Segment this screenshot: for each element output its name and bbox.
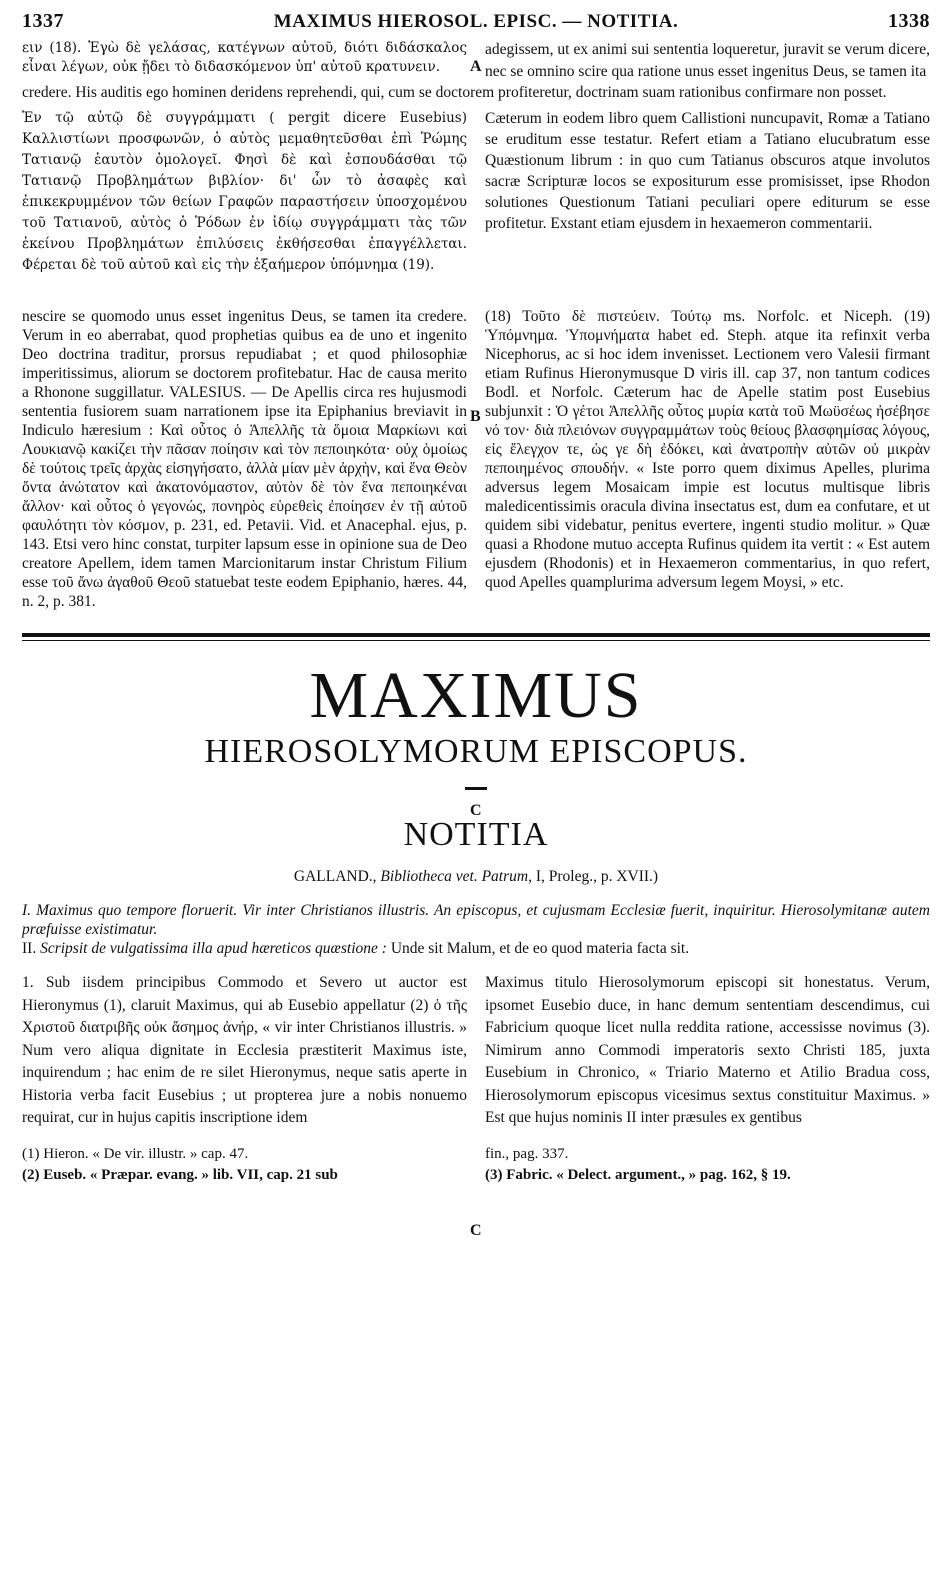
margin-marker-c-2: C — [470, 1222, 482, 1239]
notes-left: nescire se quomodo unus esset ingenitus Deus, se tamen ita credere. Verum in eo aberrabat, quod prophetias quibus ea de uno et ingenito Deo doctrina traditur, prorsus repudiabat ; et quod philosophiæ imperitissimus, aliorum se doctorem profitebatur. Hac de causa merito a Rhonone suggillatur. VALESIUS. — De Apellis circa res hujusmodi sententia fusiorem suam narrationem ipse ita Epiphanius breviavit in Indiculo hæresium : Καὶ οὗτος ὁ Ἀπελλῆς τὰ ὅμοια Μαρκίωνι καὶ Λουκιανῷ κακίζει τὴν πᾶσαν ποίησιν καὶ τὸν πεποιηκότα· οὐχ ὁμοίως δὲ τούτοις τρεῖς ἀρχὰς εἰσηγήσατο, ἀλλὰ μίαν μὲν ἀρχὴν, καὶ ἕνα Θεὸν ὄντα ἀνώτατον καὶ ἀκατονόμαστον, αὐτὸν δὲ τὸν ἕνα πεποιηκέναι ἄλλον· καὶ οὗτος ὁ γεγονώς, πονηρὸς εὑρεθεὶς ἐποίησεν ἐν τῇ αὐτοῦ φαυλότητι τὸν κόσμον, p. 231, ed. Petavii. Vid. et Anacephal. ejus, p. 143. Etsi vero hinc constat, turpiter lapsum esse in opinione sua de Deo creatore Apellem, idem tamen Marcionitarum instar Christum Filium esse τοῦ ἄνω ἀγαθοῦ Θεοῦ statuebat teste eodem Epiphanio, hæres. 44, n. 2, p. 381. — [22, 308, 467, 610]
footnote-2-continued: fin., pag. 337. — [485, 1145, 569, 1162]
source-work: Bibliotheca vet. Patrum, — [380, 867, 532, 885]
section-rule-thick — [22, 633, 930, 637]
source-line — [22, 868, 930, 886]
summary-item-2-italic: Scripsit de vulgatissima illa apud hæreticos quæstione : — [40, 940, 387, 957]
footnotes — [22, 1144, 930, 1186]
source-rest: I, Proleg., p. XVII.) — [535, 867, 659, 885]
section-title: NOTITIA — [403, 815, 549, 853]
summary-item-2-num: II. — [22, 940, 37, 957]
running-title: MAXIMUS HIEROSOL. EPISC. — NOTITIA. — [273, 11, 679, 32]
footnote-3: (3) Fabric. « Delect. argument., » pag. 162, § 19. — [485, 1166, 791, 1183]
footnotes-left — [22, 1144, 467, 1186]
greek-text-top: ειν (18). Ἐγὼ δὲ γελάσας, κατέγνων αὐτοῦ, διότι διδάσκαλος εἶναι λέγων, οὐκ ᾔδει τὸ διδασκόμενον ὑπ' αὐτοῦ κρατυνειν. — [22, 40, 467, 76]
section-rule-thin — [22, 640, 930, 641]
right-page-number: 1338 — [887, 10, 930, 32]
footnote-2: (2) Euseb. « Præpar. evang. » lib. VII, cap. 21 sub — [22, 1166, 338, 1183]
margin-marker-a: A — [470, 58, 482, 75]
document-page — [22, 10, 930, 1239]
body-columns — [22, 972, 930, 1130]
notes-columns — [22, 292, 930, 627]
footnotes-right — [485, 1144, 930, 1186]
sub-title: HIEROSOLYMORUM EPISCOPUS. — [204, 732, 748, 770]
title-dash — [465, 787, 487, 790]
source-author: GALLAND., — [293, 867, 377, 885]
second-columns — [22, 108, 930, 276]
body-right: Maximus titulo Hierosolymorum episcopi sit honestatus. Verum, ipsomet Eusebio duce, in hanc demum sententiam descendimus, cui Fabricium quoque licet nulla reddita ratione, accessisse novimus (3). Nimirum anno Commodi imperatoris sexto Christi 185, juxta Eusebium in Chronico, « Triario Materno et Atilio Bradua coss, Hierosolymorum episcopus vicesimus sextus constituitur Maximus. » Est que hujus nominis II inter præsules ex gentibus — [485, 974, 930, 1126]
summary-item-1: I. Maximus quo tempore floruerit. Vir inter Christianos illustris. An episcopus, et cujusmam Ecclesiæ fuerit, inquiritur. Hierosolymitanæ autem præfuisse existimatur. — [22, 902, 930, 938]
latin-text-second: Cæterum in eodem libro quem Callistioni nuncupavit, Romæ a Tatiano se eruditum esse testatur. Refert etiam a Tatiano elucubratum esse Quæstionum librum : in quo cum Tatianus obscuros atque involutos sacræ Scripturæ locos se expositurum esse promisisset, ipse Rhodon solutiones Questionum Tatiani peculiari opere editurum se esse profitetur. Exstant etiam ejusdem in hexaemeron commentarii. — [485, 109, 930, 232]
left-page-number: 1337 — [22, 10, 64, 32]
greek-text-second: Ἐν τῷ αὐτῷ δὲ συγγράμματι ( pergit dicere Eusebius) Καλλιστίωνι προσφωνῶν, ὁ αὐτὸς μεμαθητεῦσθαι ἐπὶ Ῥώμης Τατιανῷ ἑαυτὸν ὁμολογεῖ. Φησὶ δὲ καὶ ἐσπουδάσθαι τῷ Τατιανῷ Προβλημάτων βιβλίον· δι' ὧν τὸ ἀσαφὲς καὶ ἐπικεκρυμμένον τῶν θείων Γραφῶν παραστήσειν ὑποσχομένου τοῦ Τατιανοῦ, αὐτὸς ὁ Ῥόδων ἐν ἰδίῳ συγγράμματι τὰς τῶν ἐκείνου Προβλημάτων ἐπιλύσεις ἐκθήσεσθαι ἐπαγγέλλεται. Φέρεται δὲ τοῦ αὐτοῦ καὶ εἰς τὴν ἑξαήμερον ὑπόμνημα (19). — [22, 109, 467, 273]
footnote-1: (1) Hieron. « De vir. illustr. » cap. 47. — [22, 1145, 249, 1162]
main-title: MAXIMUS — [309, 658, 643, 732]
running-header — [22, 10, 930, 33]
margin-marker-b: B — [470, 408, 481, 425]
summary-item-2 — [22, 939, 930, 958]
summary-item-2-rest: Unde sit Malum, et de eo quod materia facta sit. — [390, 940, 690, 957]
notes-right: (18) Τοῦτο δὲ πιστεύειν. Τούτῳ ms. Norfolc. et Niceph. (19) Ὑπόμνημα. Ὑπομνήματα habet ed. Steph. atque ita refinxit verba Nicephorus, ac si hoc idem invenisset. Lectionem vero Valesii firmant etiam Rufinus Hieronymusque D viris ill. cap 37, non tantum codices Bodl. et Norfolc. Cæterum hac de Apelle statim post Eusebius subjunxit : Ὁ γέτοι Ἀπελλῆς οὗτος μυρία κατὰ τοῦ Μωϋσέως ἠσέβησε νό τον· διὰ πλειόνων συγγραμμάτων τοὺς θείους βλασφημίσας λόγους, εἰς ἔλεγχον τε, ὡς γε δὴ ἐδόκει, καὶ ἀνατροπὴν αὐτῶν οὐ μικρὰν πεποιημένος σπουδήν. « Iste porro quem diximus Apelles, plurima adversus legem Mosaicam impie est locutus multisque libris maledicentissimis oracula divina insectatus est, dum ea confutare, et ut quidem sibi videbatur, penitus evertere, ingenti studio molitur. » Quæ quasi a Rhodone mutuo accepta Rufinus quidem ita vertit : « Est autem ejusdem (Rhodonis) et in Hexaemeron commentarius, in quo refert, quod Apelles quamplurima adversum legem Moysi, » etc. — [485, 308, 930, 591]
body-left: 1. Sub iisdem principibus Commodo et Severo ut auctor est Hieronymus (1), claruit Maximus, qui ab Eusebio appellatur (2) ὁ τῆς Χριστοῦ διατριβῆς οὐκ ἄσημος ἀνήρ, « vir inter Christianos illustris. » Num vero aliqua dignitate in Ecclesia præstiterit Maximus iste, inquirendum ; hac enim de re silet Hieronymus, neque satis aperte in Historia verba facit Eusebius ; ut propterea jure a nobis nonuemo requirat, cur in hujus capitis inscriptione idem — [22, 974, 467, 1126]
margin-marker-c: C — [470, 802, 482, 819]
latin-wide-line: credere. His auditis ego hominen deridens reprehendi, qui, cum se doctorem profiteretur, doctrinam suam rationibus confirmare non posset. — [22, 84, 887, 101]
latin-text-top: adegissem, ut ex animi sui sententia loqueretur, juravit se verum dicere, nec se omnino scire qua ratione unus esset ingenitus Deus, se tamen ita — [485, 41, 930, 80]
